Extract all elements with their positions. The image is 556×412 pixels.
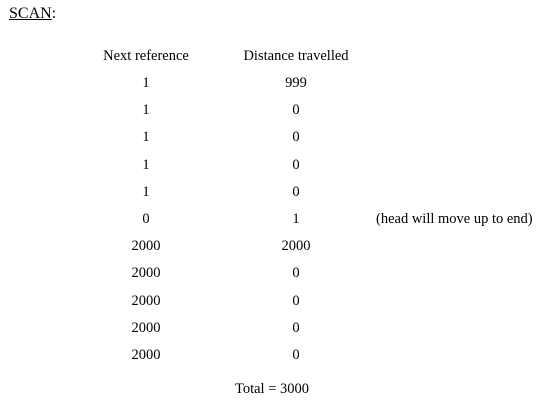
distance-cell: 0	[292, 346, 300, 363]
table-row	[0, 263, 556, 290]
next-reference-cell: 1	[142, 102, 150, 119]
distance-cell: 0	[292, 102, 300, 119]
table-row	[0, 155, 556, 182]
next-reference-cell: 1	[142, 183, 150, 200]
next-reference-cell: 0	[142, 210, 150, 227]
next-reference-cell: 2000	[131, 346, 161, 363]
distance-cell: 0	[292, 265, 300, 282]
distance-cell: 0	[292, 156, 300, 173]
next-reference-cell: 2000	[131, 238, 161, 255]
next-reference-cell: 1	[142, 156, 150, 173]
table-row	[0, 182, 556, 209]
distance-cell: 2000	[281, 238, 311, 255]
distance-cell: 1	[292, 210, 300, 227]
next-reference-cell: 1	[142, 129, 150, 146]
total-distance: Total = 3000	[234, 381, 310, 397]
next-reference-cell: 2000	[131, 265, 161, 282]
table-row	[0, 236, 556, 263]
table-row	[0, 291, 556, 318]
column-header-next-reference: Next reference	[103, 48, 189, 64]
distance-cell: 0	[292, 183, 300, 200]
table-row	[0, 73, 556, 100]
column-header-distance-travelled: Distance travelled	[243, 48, 349, 64]
table-row	[0, 345, 556, 372]
distance-cell: 0	[292, 319, 300, 336]
scan-table	[0, 73, 556, 372]
section-title-colon: :	[51, 5, 57, 22]
distance-cell: 0	[292, 129, 300, 146]
next-reference-cell: 2000	[131, 292, 161, 309]
row-note: (head will move up to end)	[376, 210, 533, 227]
next-reference-cell: 1	[142, 75, 150, 91]
table-row	[0, 100, 556, 127]
next-reference-cell: 2000	[131, 319, 161, 336]
table-row	[0, 127, 556, 154]
table-row	[0, 209, 556, 236]
section-title-label: SCAN	[9, 5, 52, 22]
table-row	[0, 318, 556, 345]
distance-cell: 999	[285, 75, 307, 91]
distance-cell: 0	[292, 292, 300, 309]
section-title	[9, 5, 56, 23]
